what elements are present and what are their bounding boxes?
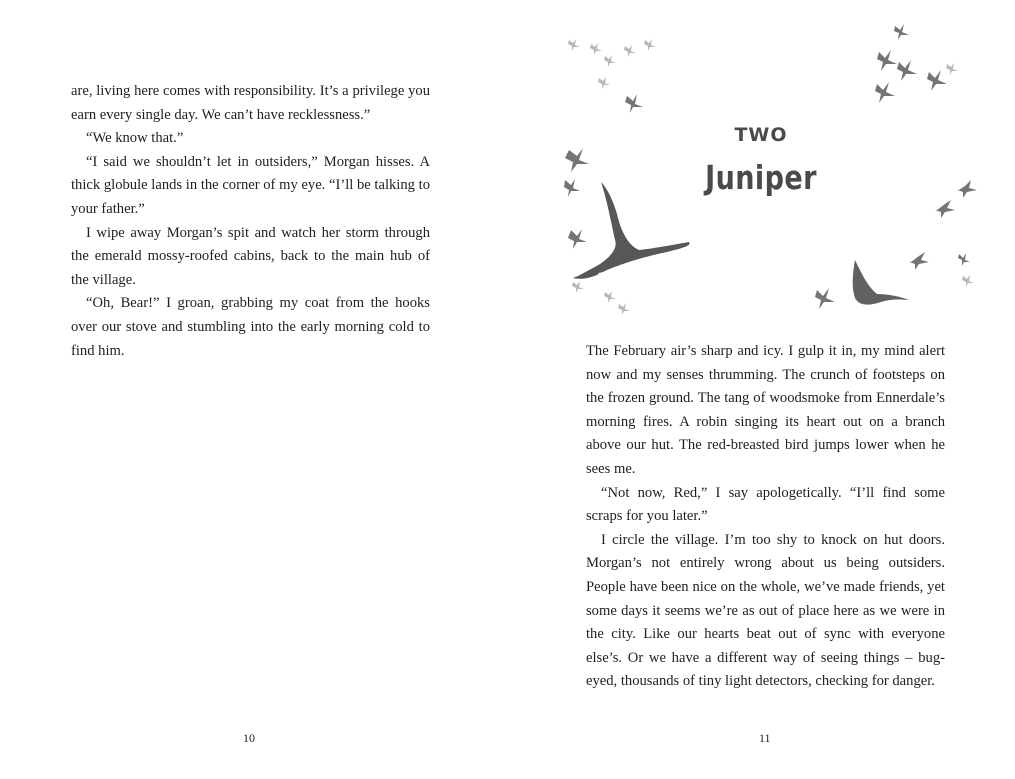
paragraph: “We know that.”: [86, 130, 184, 147]
right-page: [507, 0, 1015, 779]
paragraph: “Not now, Red,” I say apologetically. “I’ll find some scraps for you later.”: [586, 484, 945, 525]
page-number-left: 10: [243, 731, 255, 745]
paragraph: “I said we shouldn’t let in outsiders,” Morgan hisses. A thick globule lands in the corner of my eye. “I’ll be talking to your father.”: [71, 153, 430, 217]
paragraph: The February air’s sharp and icy. I gulp it in, my mind alert now and my senses thrumming. The crunch of footsteps on the frozen ground. The tang of woodsmoke from Ennerdale’s morning fires. A robin singing its heart out on a branch above our hut. The red-breasted bird jumps lower when he sees me.: [586, 343, 945, 477]
left-page: [0, 0, 507, 779]
paragraph: are, living here comes with responsibility. It’s a privilege you earn every single day. We can’t have recklessness.”: [71, 83, 430, 123]
paragraph: “Oh, Bear!” I groan, grabbing my coat from the hooks over our stove and stumbling into the early morning cold to find him.: [71, 295, 430, 359]
chapter-number: TWO: [734, 124, 788, 146]
left-page-text: [71, 80, 430, 363]
bird-icon: [853, 260, 909, 305]
page-number-right: 11: [759, 731, 771, 745]
paragraph: I wipe away Morgan’s spit and watch her storm through the emerald mossy-roofed cabins, back to the main hub of the village.: [71, 224, 430, 288]
right-page-text: [586, 340, 945, 694]
chapter-title: Juniper: [705, 158, 817, 197]
paragraph: I circle the village. I’m too shy to knock on hut doors. Morgan’s not entirely wrong about us being outsiders. People have been nice on the whole, we’ve made friends, yet some days it seems we’re as out of place here as we were in the city. Like our hearts beat out of sync with everyone else’s. Or we have a different way of seeing things – bug-eyed, thousands of tiny light detectors, checking for danger.: [586, 531, 945, 690]
